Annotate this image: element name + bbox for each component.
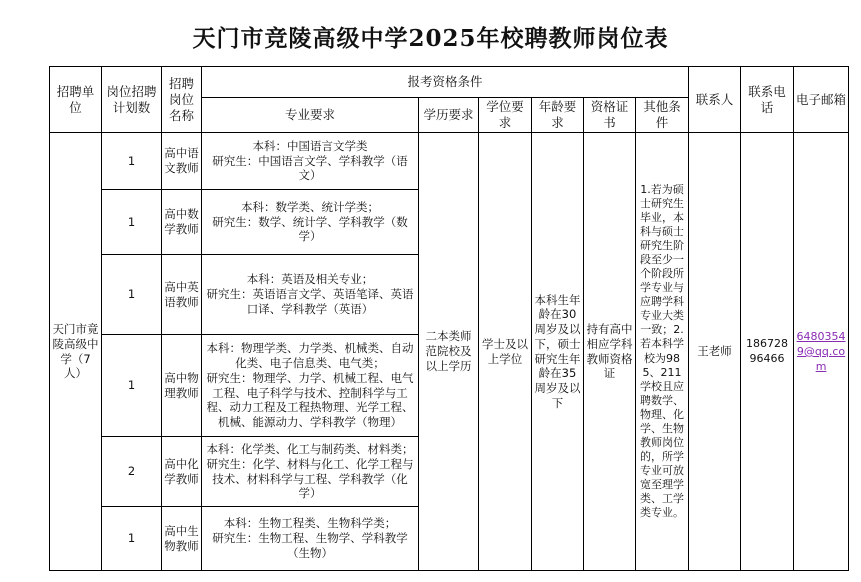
certificate-cell: 持有高中相应学科教师资格证 bbox=[584, 133, 636, 571]
header-other: 其他条件 bbox=[636, 98, 689, 133]
page-title: 天门市竞陵高级中学2025年校聘教师岗位表 bbox=[192, 25, 669, 52]
header-education: 学历要求 bbox=[419, 98, 479, 133]
major-requirement: 本科：化学类、化工与制药类、材料类； 研究生：化学、材料与化工、化学工程与技术、材料科学与工程、学科教学（化学） bbox=[202, 437, 419, 507]
post-name: 高中数学教师 bbox=[162, 190, 202, 255]
header-email: 电子邮箱 bbox=[794, 67, 849, 133]
recruitment-table bbox=[49, 66, 849, 571]
header-age: 年龄要求 bbox=[532, 98, 584, 133]
post-name: 高中语文教师 bbox=[162, 133, 202, 190]
plan-count: 1 bbox=[102, 507, 162, 571]
phone-cell: 18672896466 bbox=[741, 133, 794, 571]
plan-count: 1 bbox=[102, 190, 162, 255]
post-name: 高中物理教师 bbox=[162, 335, 202, 437]
other-conditions-cell: 1.若为硕士研究生毕业，本科与硕士研究生阶段至少一个阶段所学专业与应聘学科专业大类一致；2.若本科学校为985、211学校且应聘数学、物理、化学、生物教师岗位的，所学专业可放宽至理学类、工学类专业。 bbox=[636, 133, 689, 571]
table-row bbox=[50, 133, 849, 190]
age-cell: 本科生年龄在30周岁及以下，硕士研究生年龄在35周岁及以下 bbox=[532, 133, 584, 571]
unit-cell: 天门市竟陵高级中学（7人） bbox=[50, 133, 102, 571]
header-phone: 联系电话 bbox=[741, 67, 794, 133]
major-requirement: 本科：英语及相关专业； 研究生：英语语言文学、英语笔译、英语口译、学科教学（英语） bbox=[202, 255, 419, 335]
post-name: 高中生物教师 bbox=[162, 507, 202, 571]
contact-cell: 王老师 bbox=[689, 133, 741, 571]
education-cell: 二本类师范院校及以上学历 bbox=[419, 133, 479, 571]
header-major: 专业要求 bbox=[202, 98, 419, 133]
header-qualification-group: 报考资格条件 bbox=[202, 67, 689, 98]
plan-count: 1 bbox=[102, 335, 162, 437]
header-certificate: 资格证书 bbox=[584, 98, 636, 133]
major-requirement: 本科：生物工程类、生物科学类； 研究生：生物工程、生物学、学科教学（生物） bbox=[202, 507, 419, 571]
header-plan: 岗位招聘计划数 bbox=[102, 67, 162, 133]
email-cell bbox=[794, 133, 849, 571]
header-unit: 招聘单位 bbox=[50, 67, 102, 133]
major-requirement: 本科：数学类、统计学类； 研究生：数学、统计学、学科教学（数学） bbox=[202, 190, 419, 255]
post-name: 高中化学教师 bbox=[162, 437, 202, 507]
degree-cell: 学士及以上学位 bbox=[479, 133, 532, 571]
plan-count: 2 bbox=[102, 437, 162, 507]
header-post: 招聘岗位名称 bbox=[162, 67, 202, 133]
header-contact: 联系人 bbox=[689, 67, 741, 133]
major-requirement: 本科：物理学类、力学类、机械类、自动化类、电子信息类、电气类； 研究生：物理学、力学、机械工程、电气工程、电子科学与技术、控制科学与工程、动力工程及工程热物理、光学工程、机械、能源动力、学科教学（物理） bbox=[202, 335, 419, 437]
header-degree: 学位要求 bbox=[479, 98, 532, 133]
email-link[interactable]: 64803549@qq.com bbox=[796, 329, 846, 374]
major-requirement: 本科：中国语言文学类 研究生：中国语言文学、学科教学（语文） bbox=[202, 133, 419, 190]
plan-count: 1 bbox=[102, 133, 162, 190]
post-name: 高中英语教师 bbox=[162, 255, 202, 335]
plan-count: 1 bbox=[102, 255, 162, 335]
